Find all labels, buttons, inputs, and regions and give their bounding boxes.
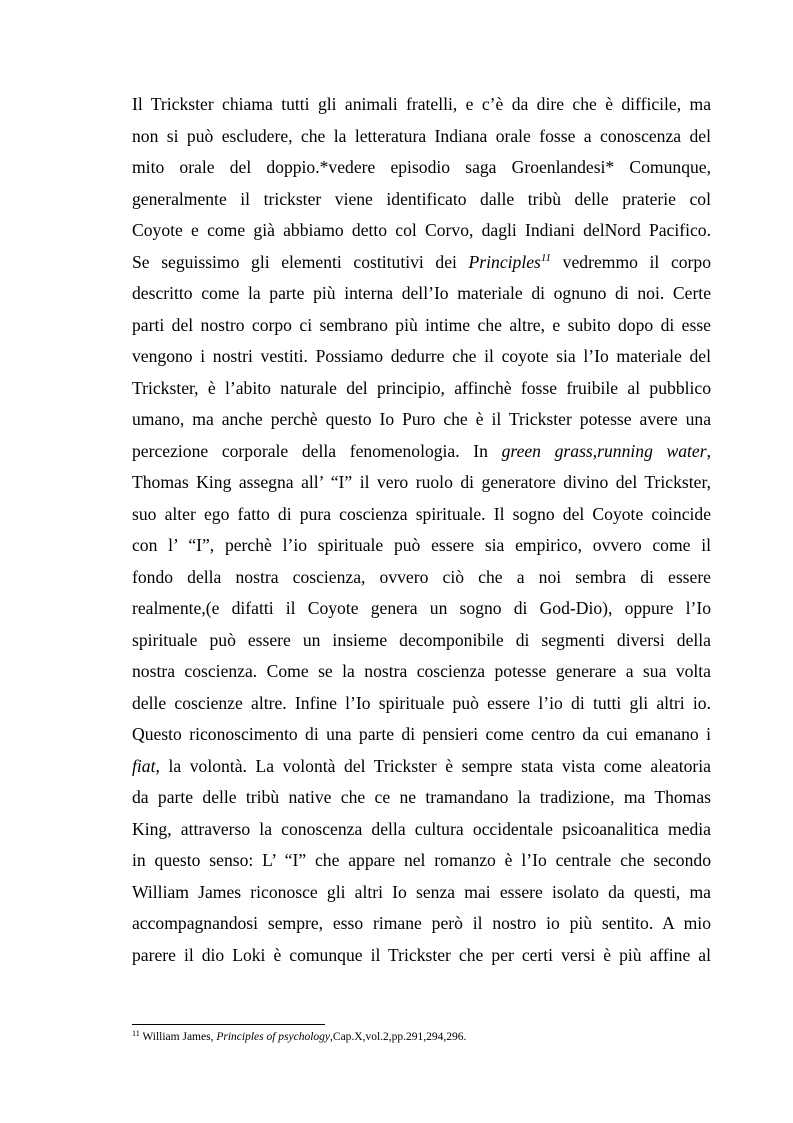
text-line: vengono i nostri vestiti. Possiamo dedurre che il coyote sia l’Io materiale del [132,346,711,366]
footnote-author: William James, [139,1031,217,1043]
text-line: delle coscienze altre. Infine l’Io spirituale può essere l’io di tutti gli altri io. [132,692,711,713]
text-line: in questo senso: L’ “I” che appare nel romanzo è l’Io centrale che secondo [132,850,711,870]
text-line: Trickster, è l’abito naturale del principio, affinchè fosse fruibile al pubblico [132,377,711,398]
text-line: suo alter ego fatto di pura coscienza spirituale. Il sogno del Coyote coincide [132,503,711,524]
italic-term-fiat: fiat [132,755,156,776]
text-line-green-grass [132,436,711,468]
text-line: mito orale del doppio.*vedere episodio saga Groenlandesi* Comunque, [132,157,711,177]
text-line: umano, ma anche perchè questo Io Puro che è il Trickster potesse avere una [132,409,711,429]
text-line: Thomas King assegna all’ “I” il vero ruolo di generatore divino del Trickster, [132,472,711,492]
text-segment: vedremmo il corpo [551,251,711,272]
text-line: William James riconosce gli altri Io senza mai essere isolato da questi, ma [132,881,711,902]
footnote-number: 11 [132,1029,140,1038]
text-line: da parte delle tribù native che ce ne tramandano la tradizione, ma Thomas [132,787,711,807]
book-title-principles: Principles [468,251,541,272]
text-segment: Se seguissimo gli elementi costitutivi dei [132,251,469,272]
text-line: spirituale può essere un insieme decomponibile di segmenti diversi della [132,629,711,650]
footnote-separator [132,1024,325,1025]
footnote [132,1030,466,1045]
text-segment: percezione corporale della fenomenologia. In [132,440,502,461]
text-line: nostra coscienza. Come se la nostra coscienza potesse generare a sua volta [132,661,711,681]
text-line: descritto come la parte più interna dell’Io materiale di ognuno di noi. Certe [132,283,711,303]
footnote-book-title: Principles of psychology [216,1031,331,1043]
text-line: realmente,(e difatti il Coyote genera un sogno di God-Dio), oppure l’Io [132,598,711,618]
text-line: non si può escludere, che la letteratura Indiana orale fosse a conoscenza del [132,125,711,146]
text-line-fiat [132,751,711,783]
text-segment: , [706,440,711,461]
text-line: Coyote e come già abbiamo detto col Corvo, dagli Indiani delNord Pacifico. [132,220,711,240]
body-text [132,89,711,971]
book-title-green-grass: green grass,running water [501,440,707,461]
text-line: generalmente il trickster viene identificato dalle tribù delle praterie col [132,188,711,209]
text-segment: , la volontà. La volontà del Trickster è sempre stata vista come aleatoria [155,755,711,776]
text-line: fondo della nostra coscienza, ovvero ciò che a noi sembra di essere [132,566,711,587]
text-line: con l’ “I”, perchè l’io spirituale può essere sia empirico, ovvero come il [132,535,711,555]
footnote-details: ,Cap.X,vol.2,pp.291,294,296. [330,1031,467,1043]
text-line: Il Trickster chiama tutti gli animali fratelli, e c’è da dire che è difficile, ma [132,94,711,114]
text-line: accompagnandosi sempre, esso rimane però il nostro io più sentito. A mio [132,913,711,933]
text-line: parti del nostro corpo ci sembrano più intime che altre, e subito dopo di esse [132,314,711,335]
text-line-principles [132,247,711,279]
text-line: Questo riconoscimento di una parte di pensieri come centro da cui emanano i [132,724,711,744]
footnote-reference[interactable]: 11 [540,251,552,264]
text-line: parere il dio Loki è comunque il Trickster che per certi versi è più affine al [132,944,711,965]
text-line: King, attraverso la conoscenza della cultura occidentale psicoanalitica media [132,818,711,839]
